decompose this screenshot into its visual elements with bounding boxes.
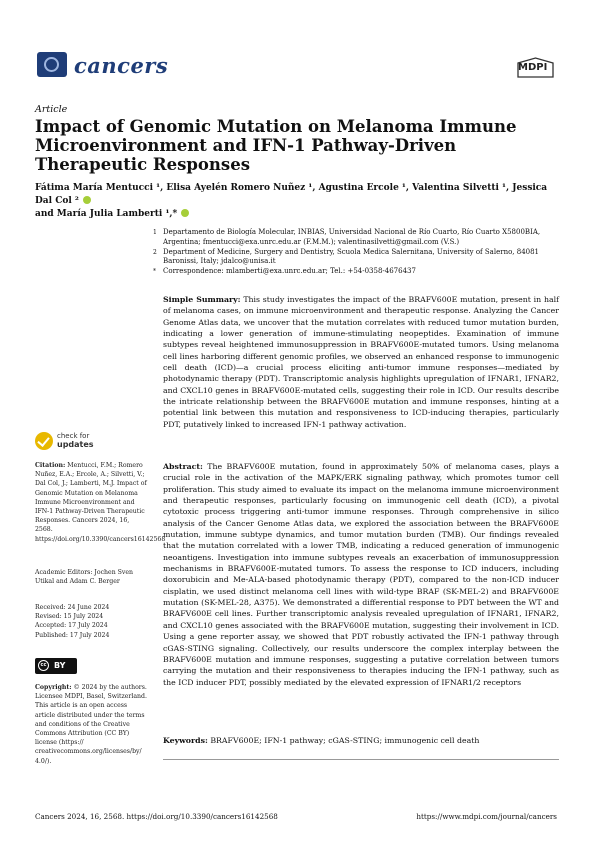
- revised-date: Revised: 15 July 2024: [35, 613, 104, 621]
- affiliation-text: Departamento de Biología Molecular, INBIAS, Universidad Nacional de Río Cuarto, Río Cuarto X5800BIA, Argentina; fmentucci@exa.unrc.edu.ar (F.M.M.); valentinasilvetti@gmail.com (V.S.): [163, 228, 541, 246]
- author-list: [35, 182, 555, 221]
- article-title: Impact of Genomic Mutation on Melanoma Immune Microenvironment and IFN-1 Pathway-Driven Therapeutic Responses: [35, 117, 517, 174]
- affiliations: [153, 228, 558, 277]
- correspondence-text: Correspondence: mlamberti@exa.unrc.edu.ar; Tel.: +54-0358-4676437: [163, 267, 416, 276]
- publication-dates: [35, 603, 147, 640]
- affiliation-2: [153, 247, 558, 268]
- check-for-updates-icon: [35, 432, 53, 450]
- check-for-updates-button[interactable]: [35, 428, 115, 454]
- academic-editors: Academic Editors: Jochen Sven Utikal and Adam C. Berger: [35, 569, 134, 586]
- received-date: Received: 24 June 2024: [35, 604, 110, 611]
- abstract: [163, 461, 559, 688]
- article-type: Article: [35, 104, 68, 115]
- simple-summary: [163, 294, 559, 430]
- affiliation-marker: *: [153, 268, 156, 276]
- cc-by-icon[interactable]: [35, 658, 77, 674]
- citation: [35, 461, 166, 544]
- author-line-2: and María Julia Lamberti ¹,*: [35, 209, 178, 219]
- orcid-icon[interactable]: [181, 209, 189, 217]
- simple-summary-text: This study investigates the impact of the BRAFV600E mutation, present in half of melanoma cases, on immune microenvironment and therapeutic response. Analyzing the Cancer Genome Atlas data, we uncover that the mutation correlates with reduced tumor mutation burden, indicating a lower generation of immune-stimulating neopeptides. Examination of immune subtypes reveal heightened immunosuppression in BRAFV600E-mutated tumors. Using melanoma cell lines harboring different genomic profiles, we observed an enhanced response to immunogenic cell death (ICD)—a crucial process eliciting anti-tumor immune responses—mediated by photodynamic therapy (PDT). Transcriptomic analysis highlights upregulation of IFNAR1, IFNAR2, and CXCL10 genes in BRAFV600E-mutated cells, suggesting their role in ICD. Our results describe the intricate relationship between the BRAFV600E mutation and immune responses, hinting at a potential link between this mutation and responsiveness to ICD-inducing therapies, particularly PDT, putatively linked to increased IFN-1 pathway activation.: [163, 295, 559, 429]
- citation-text: Mentucci, F.M.; Romero Nuñez, E.A.; Ercole, A.; Silvetti, V.; Dal Col, J.; Lamberti, M.J. Impact of Genomic Mutation on Melanoma Immune Microenvironment and IFN-1 Pathway-Driven Therapeutic Responses. Cancers 2024, 16, 2568. https://doi.org/10.3390/cancers16142568: [35, 462, 166, 543]
- published-date: Published: 17 July 2024: [35, 631, 110, 639]
- orcid-icon[interactable]: [83, 196, 91, 204]
- affiliation-marker: 1: [153, 229, 157, 236]
- by-mark: BY: [54, 661, 66, 670]
- divider: [163, 759, 559, 760]
- footer-journal-url[interactable]: https://www.mdpi.com/journal/cancers: [416, 812, 557, 821]
- cc-mark: cc: [38, 660, 49, 671]
- footer-citation: Cancers 2024, 16, 2568. https://doi.org/10.3390/cancers16142568: [35, 812, 278, 821]
- check-for-updates-line-2: updates: [57, 440, 94, 449]
- journal-logo-icon: [37, 52, 67, 77]
- copyright-text: © 2024 by the authors. Licensee MDPI, Basel, Switzerland. This article is an open access article distributed under the terms and conditions of the Creative Commons Attribution (CC BY) license (https:// creativecommons.org/licenses/by/ 4.0/).: [35, 684, 147, 765]
- keywords: [163, 735, 559, 746]
- affiliation-marker: 2: [153, 248, 157, 256]
- simple-summary-label: Simple Summary:: [163, 295, 241, 304]
- journal-name: cancers: [74, 53, 169, 78]
- keywords-text: BRAFV600E; IFN-1 pathway; cGAS-STING; immunogenic cell death: [210, 736, 480, 745]
- affiliation-1: [153, 228, 558, 248]
- copyright-label: Copyright:: [35, 684, 72, 691]
- abstract-text: The BRAFV600E mutation, found in approximately 50% of melanoma cases, plays a crucial role in the activation of the MAPK/ERK signaling pathway, which promotes tumor cell proliferation. This study aimed to evaluate its impact on the melanoma immune microenvironment and therapeutic responses, particularly focusing on immunogenic cell death (ICD), a pivotal cytotoxic process triggering anti-tumor immune responses. Through comprehensive in silico analysis of the Cancer Genome Atlas data, we explored the association between the BRAFV600E mutation, immune subtype dynamics, and tumor mutation burden (TMB). Our findings revealed that the mutation correlated with a lower TMB, indicating a reduced generation of immunogenic neoantigens. Investigation into immune subtypes reveals an exacerbation of immunosuppression mechanisms in BRAFV600E-mutated tumors. To assess the response to ICD inducers, including doxorubicin and Me-ALA-based photodynamic therapy (PDT), compared to the non-ICD inducer cisplatin, we used distinct melanoma cell lines with wild-type BRAF (SK-MEL-2) and BRAFV600E mutation (SK-MEL-28, A375). We demonstrated a differential response to PDT between the WT and BRAFV600E cell lines. Further transcriptomic analysis revealed upregulation of IFNAR1, IFNAR2, and CXCL10 genes associated with the BRAFV600E mutation, suggesting their involvement in ICD. Using a gene reporter assay, we showed that PDT robustly activated the IFN-1 pathway through cGAS-STING signaling. Collectively, our results underscore the complex interplay between the BRAFV600E mutation and immune responses, suggesting a putative correlation between tumors carrying the mutation and their responsiveness to therapies inducing the IFN-1 pathway, such as the ICD inducer PDT, possibly mediated by the elevated expression of IFNAR1/2 receptors: [163, 462, 559, 687]
- accepted-date: Accepted: 17 July 2024: [35, 622, 108, 630]
- abstract-label: Abstract:: [163, 462, 203, 471]
- check-for-updates-line-1: check for: [57, 432, 90, 440]
- author-line-1: Fátima María Mentucci ¹, Elisa Ayelén Romero Nuñez ¹, Agustina Ercole ¹, Valentina Silvetti ¹, Jessica Dal Col ²: [35, 183, 548, 206]
- correspondence: [153, 267, 558, 277]
- copyright: [35, 683, 147, 766]
- affiliation-text: Department of Medicine, Surgery and Dentistry, Scuola Medica Salernitana, University of Salerno, 84081 Baronissi, Italy; jdalco@unisa.it: [163, 247, 540, 266]
- citation-label: Citation:: [35, 462, 66, 469]
- publisher-name: MDPI: [518, 62, 548, 73]
- keywords-label: Keywords:: [163, 736, 208, 745]
